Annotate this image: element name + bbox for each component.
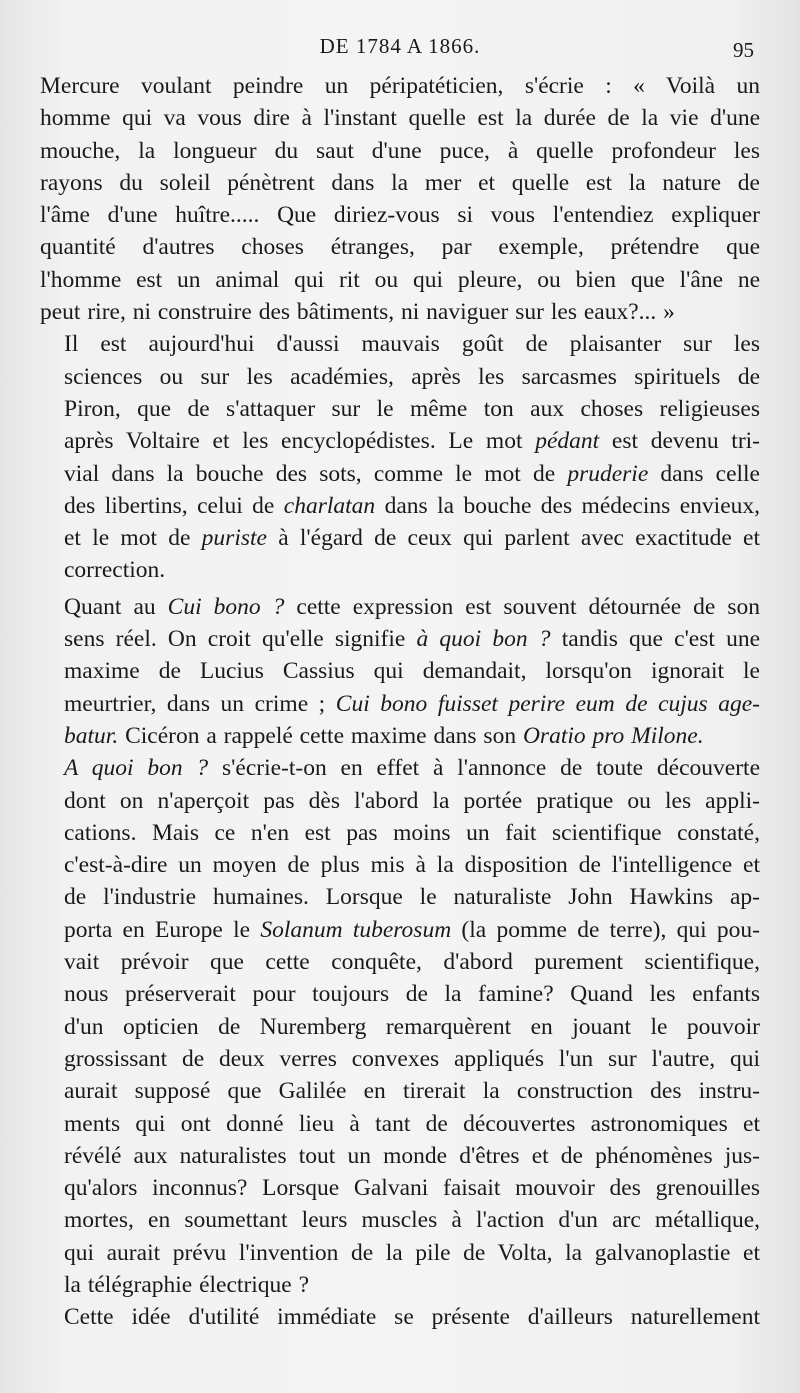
text-line bbox=[40, 522, 760, 554]
text-line bbox=[40, 720, 760, 752]
text-line: c'est-à-dire un moyen de plus mis à la disposition de l'intelligence et bbox=[64, 852, 760, 879]
text-line: peut rire, ni construire des bâtiments, ni naviguer sur les eaux?... » bbox=[40, 299, 675, 326]
text-segment: à l'égard de ceux qui parlent avec exactitude et bbox=[266, 525, 760, 552]
paragraph-a-quoi-bon bbox=[40, 752, 760, 1301]
text-segment: Cicéron a rappelé cette maxime dans son bbox=[118, 722, 523, 749]
text-line: qui aurait prévu l'invention de la pile de Volta, la galvanoplastie et bbox=[64, 1239, 760, 1266]
text-segment: s'écrie-t-on en effet à l'annonce de toute découverte bbox=[208, 755, 761, 782]
text-line: nous préserverait pour toujours de la famine? Quand les enfants bbox=[64, 981, 760, 1008]
italic-term: Solanum tuberosum bbox=[260, 916, 452, 943]
text-line bbox=[40, 914, 760, 946]
paragraph-mercure bbox=[40, 70, 760, 328]
text-segment: est devenu tri- bbox=[599, 428, 760, 455]
running-head bbox=[40, 30, 760, 70]
page-number: 95 bbox=[733, 38, 754, 62]
text-segment: et le mot de bbox=[64, 525, 202, 552]
paragraph-cui-bono bbox=[40, 591, 760, 752]
text-line: Cette idée d'utilité immédiate se présente d'ailleurs naturellement bbox=[64, 1304, 760, 1331]
body-text bbox=[40, 70, 760, 1334]
text-line: correction. bbox=[64, 557, 166, 584]
text-line: sciences ou sur les académies, après les sarcasmes spirituels de bbox=[64, 363, 760, 390]
text-line: cations. Mais ce n'en est pas moins un fait scientifique constaté, bbox=[64, 819, 760, 846]
paragraph-utilite bbox=[40, 1301, 760, 1333]
text-line bbox=[40, 752, 760, 784]
text-line: l'homme est un animal qui rit ou qui pleure, ou bien que l'âne ne bbox=[40, 266, 760, 293]
italic-term: pruderie bbox=[567, 460, 649, 487]
text-line bbox=[40, 591, 760, 623]
italic-term: Cui bono fuisset perire eum de cujus age- bbox=[335, 690, 760, 717]
text-segment: cette expression est souvent détournée de son bbox=[284, 593, 760, 620]
text-line bbox=[40, 490, 760, 522]
text-segment: après Voltaire et les encyclopédistes. Le mot bbox=[64, 428, 536, 455]
italic-term: Oratio pro Milone. bbox=[522, 722, 704, 749]
text-line: qu'alors inconnus? Lorsque Galvani faisait mouvoir des grenouilles bbox=[64, 1175, 760, 1202]
italic-term: Cui bono ? bbox=[167, 593, 285, 620]
text-line: quantité d'autres choses étranges, par exemple, prétendre que bbox=[40, 234, 760, 261]
text-segment: tandis que c'est une bbox=[550, 626, 761, 653]
italic-term: batur. bbox=[64, 722, 119, 749]
text-line bbox=[40, 688, 760, 720]
text-line bbox=[40, 623, 760, 655]
text-line: Il est aujourd'hui d'aussi mauvais goût de plaisanter sur les bbox=[64, 331, 760, 358]
text-line: la télégraphie électrique ? bbox=[64, 1271, 310, 1298]
text-line: d'un opticien de Nuremberg remarquèrent en jouant le pouvoir bbox=[64, 1013, 760, 1040]
text-line: vait prévoir que cette conquête, d'abord purement scientifique, bbox=[64, 949, 760, 976]
text-line bbox=[40, 425, 760, 457]
text-line: Mercure voulant peindre un péripatéticien, s'écrie : « Voilà un bbox=[40, 73, 760, 99]
text-segment: Quant au bbox=[64, 593, 168, 620]
italic-term: à quoi bon ? bbox=[416, 626, 551, 653]
text-segment: sens réel. On croit qu'elle signifie bbox=[64, 626, 417, 653]
text-line: Piron, que de s'attaquer sur le même ton aux choses religieuses bbox=[64, 395, 760, 422]
text-segment: vial dans la bouche des sots, comme le mot de bbox=[64, 460, 568, 487]
italic-term: puriste bbox=[201, 525, 267, 552]
text-line bbox=[40, 458, 760, 490]
text-line: dont on n'aperçoit pas dès l'abord la portée pratique ou les appli- bbox=[64, 787, 760, 814]
text-line: mouche, la longueur du saut d'une puce, à quelle profondeur les bbox=[40, 137, 760, 164]
text-line: maxime de Lucius Cassius qui demandait, lorsqu'on ignorait le bbox=[64, 658, 760, 685]
paragraph-aujourdhui bbox=[40, 328, 760, 586]
text-segment: des libertins, celui de bbox=[64, 492, 284, 519]
text-segment: (la pomme de terre), qui pou- bbox=[451, 916, 760, 943]
text-line: aurait supposé que Galilée en tirerait la construction des instru- bbox=[64, 1078, 760, 1105]
text-line: l'âme d'une huître..... Que diriez-vous si vous l'entendiez expliquer bbox=[40, 202, 760, 229]
text-segment: porta en Europe le bbox=[64, 916, 261, 943]
text-line: grossissant de deux verres convexes appliqués l'un sur l'autre, qui bbox=[64, 1045, 760, 1072]
italic-term: charlatan bbox=[283, 492, 376, 519]
running-title: DE 1784 A 1866. bbox=[319, 34, 481, 58]
text-line: homme qui va vous dire à l'instant quelle est la durée de la vie d'une bbox=[40, 105, 760, 132]
text-line: rayons du soleil pénètrent dans la mer et quelle est la nature de bbox=[40, 169, 760, 196]
text-line: ments qui ont donné lieu à tant de découvertes astronomiques et bbox=[64, 1110, 760, 1137]
text-segment: dans la bouche des médecins envieux, bbox=[375, 492, 760, 519]
text-line: de l'industrie humaines. Lorsque le naturaliste John Hawkins ap- bbox=[64, 884, 760, 911]
italic-term: pédant bbox=[535, 428, 600, 455]
text-segment: meurtrier, dans un crime ; bbox=[64, 690, 336, 717]
italic-term: A quoi bon ? bbox=[64, 755, 209, 782]
text-line: révélé aux naturalistes tout un monde d'êtres et de phénomènes jus- bbox=[64, 1142, 760, 1169]
text-segment: dans celle bbox=[648, 460, 760, 487]
text-line: mortes, en soumettant leurs muscles à l'action d'un arc métallique, bbox=[64, 1207, 760, 1234]
